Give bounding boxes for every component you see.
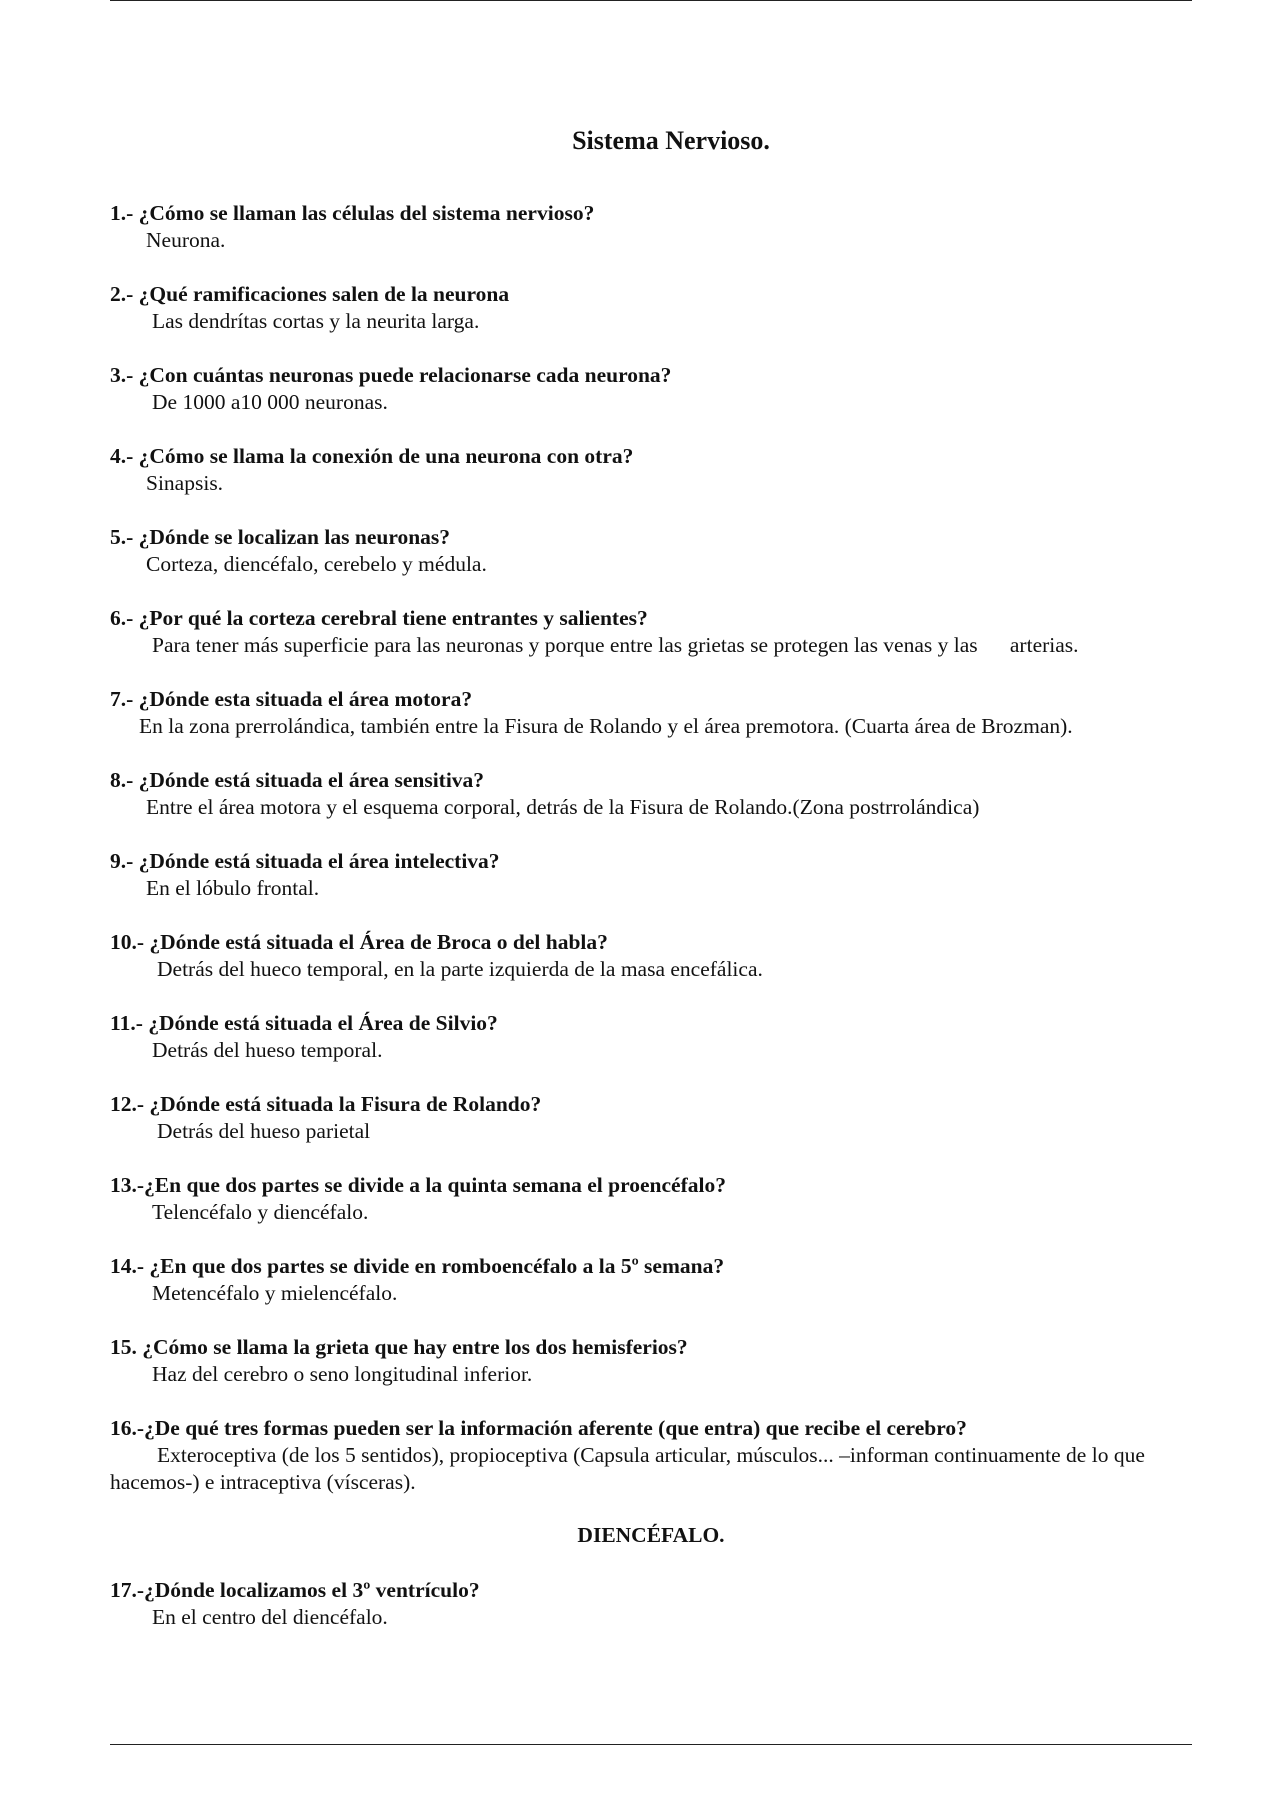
document-body <box>110 126 1192 1658</box>
answer: En el lóbulo frontal. <box>146 876 320 900</box>
answer: Corteza, diencéfalo, cerebelo y médula. <box>146 552 487 576</box>
answer: Neurona. <box>146 228 226 252</box>
answer: Exteroceptiva (de los 5 sentidos), propioceptiva (Capsula articular, músculos... –informan continuamente de lo que hacemos-) e intraceptiva (vísceras). <box>110 1443 1145 1494</box>
question: 2.- ¿Qué ramificaciones salen de la neurona <box>110 282 510 306</box>
qa-item-17 <box>110 1577 1192 1631</box>
question: 1.- ¿Cómo se llaman las células del sistema nervioso? <box>110 201 595 225</box>
qa-item-6 <box>110 605 1192 659</box>
question: 10.- ¿Dónde está situada el Área de Broca o del habla? <box>110 930 608 954</box>
bottom-rule <box>110 1744 1192 1745</box>
answer: En la zona prerrolándica, también entre la Fisura de Rolando y el área premotora. (Cuarta área de Brozman). <box>139 714 1073 738</box>
answer: Telencéfalo y diencéfalo. <box>152 1200 369 1224</box>
answer: De 1000 a10 000 neuronas. <box>152 390 388 414</box>
qa-item-12 <box>110 1091 1192 1145</box>
section-heading: DIENCÉFALO. <box>577 1523 725 1547</box>
answer: Haz del cerebro o seno longitudinal inferior. <box>152 1362 533 1386</box>
qa-item-4 <box>110 443 1192 497</box>
qa-item-3 <box>110 362 1192 416</box>
question: 3.- ¿Con cuántas neuronas puede relacionarse cada neurona? <box>110 363 672 387</box>
answer: Entre el área motora y el esquema corporal, detrás de la Fisura de Rolando.(Zona postrrolándica) <box>146 795 980 819</box>
qa-item-15 <box>110 1334 1192 1388</box>
question: 9.- ¿Dónde está situada el área intelectiva? <box>110 849 500 873</box>
answer: Las dendrítas cortas y la neurita larga. <box>152 309 480 333</box>
question: 15. ¿Cómo se llama la grieta que hay entre los dos hemisferios? <box>110 1335 688 1359</box>
qa-item-9 <box>110 848 1192 902</box>
question: 6.- ¿Por qué la corteza cerebral tiene entrantes y salientes? <box>110 606 648 630</box>
qa-item-10 <box>110 929 1192 983</box>
question: 4.- ¿Cómo se llama la conexión de una neurona con otra? <box>110 444 634 468</box>
answer: Sinapsis. <box>146 471 224 495</box>
answer: Detrás del hueso parietal <box>157 1119 371 1143</box>
question: 5.- ¿Dónde se localizan las neuronas? <box>110 525 451 549</box>
answer: Para tener más superficie para las neuronas y porque entre las grietas se protegen las venas y las arterias. <box>152 633 1079 657</box>
qa-item-13 <box>110 1172 1192 1226</box>
question: 16.-¿De qué tres formas pueden ser la información aferente (que entra) que recibe el cerebro? <box>110 1416 967 1440</box>
answer: Detrás del hueco temporal, en la parte izquierda de la masa encefálica. <box>157 957 763 981</box>
qa-item-14 <box>110 1253 1192 1307</box>
answer: Metencéfalo y mielencéfalo. <box>152 1281 398 1305</box>
page-title: Sistema Nervioso. <box>572 126 770 155</box>
qa-item-8 <box>110 767 1192 821</box>
answer: Detrás del hueso temporal. <box>152 1038 383 1062</box>
question: 7.- ¿Dónde esta situada el área motora? <box>110 687 473 711</box>
qa-item-11 <box>110 1010 1192 1064</box>
question: 13.-¿En que dos partes se divide a la quinta semana el proencéfalo? <box>110 1173 726 1197</box>
qa-item-5 <box>110 524 1192 578</box>
question: 11.- ¿Dónde está situada el Área de Silvio? <box>110 1011 498 1035</box>
qa-item-16 <box>110 1415 1192 1496</box>
qa-item-1 <box>110 200 1192 254</box>
top-rule <box>110 0 1192 1</box>
qa-item-7 <box>110 686 1192 740</box>
question: 14.- ¿En que dos partes se divide en romboencéfalo a la 5º semana? <box>110 1254 725 1278</box>
question: 12.- ¿Dónde está situada la Fisura de Rolando? <box>110 1092 542 1116</box>
qa-item-2 <box>110 281 1192 335</box>
answer: En el centro del diencéfalo. <box>152 1605 388 1629</box>
question: 17.-¿Dónde localizamos el 3º ventrículo? <box>110 1578 480 1602</box>
question: 8.- ¿Dónde está situada el área sensitiva? <box>110 768 485 792</box>
